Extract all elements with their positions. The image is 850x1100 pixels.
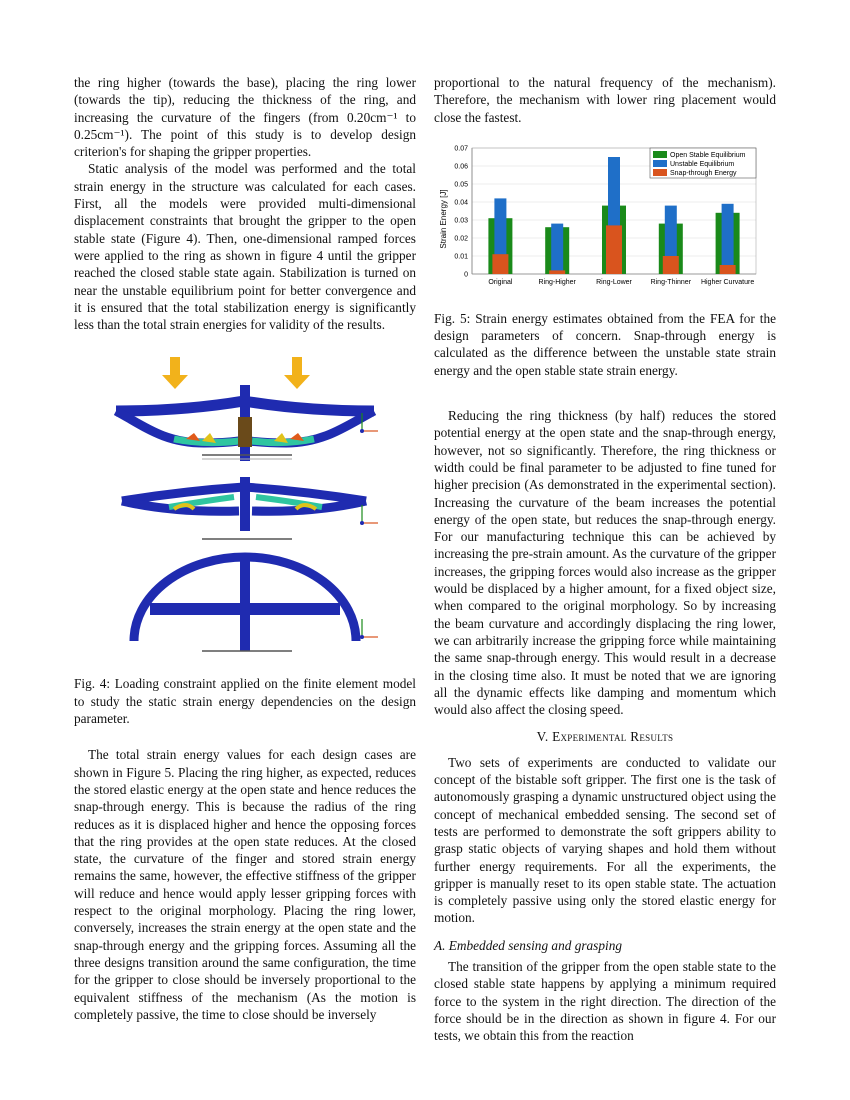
legend-entry: Snap-through Energy bbox=[670, 169, 737, 177]
legend-swatch bbox=[653, 169, 667, 176]
right-paragraph-2: Reducing the ring thickness (by half) reduces the stored potential energy at the open state and the snap-through energy, however, not so significantly. Therefore, the ring thickness or width could be final parameter to be adjusted to fine tuned for higher precision (As demonstrated in the experimental section). Increasing the curvature of the beam increases the potential energy of the open state, but reduces the snap-through energy. For our manufacturing technique this can be achieved by increasing the pre-strain amount. As the curvature of the gripper increases, the gripping forces would also increase as the gripper would be displaced by a higher amount, for a fixed object size, when compared to the original morphology. So by increasing the beam curvature and accordingly displacing the ring lower, we can arbitrarily increase the gripping force while maintaining the same snap-through energy. This would result in a decrease in the closing time also. It must be noted that we are ignoring all the dynamic effects like damping and momentum which would also affect the closing speed. bbox=[434, 408, 776, 718]
y-tick-label: 0.01 bbox=[454, 253, 468, 261]
section-title: V. Experimental Results bbox=[536, 729, 674, 745]
load-arrow-right-icon bbox=[284, 357, 310, 389]
y-tick-labels bbox=[454, 145, 468, 278]
fig4-caption: Fig. 4: Loading constraint applied on the finite element model to study the static strain energy dependencies on the design parameter. bbox=[74, 676, 416, 727]
bar-higher-curvature-1 bbox=[722, 204, 734, 274]
figure-4 bbox=[74, 351, 416, 669]
y-axis-label: Strain Energy [J] bbox=[439, 189, 448, 249]
x-tick-label: Ring-Thinner bbox=[650, 278, 692, 286]
chart-legend bbox=[650, 148, 756, 178]
bar-ring-lower-2 bbox=[606, 225, 622, 274]
y-tick-label: 0.03 bbox=[454, 217, 468, 225]
x-tick-label: Original bbox=[488, 278, 513, 286]
bar-ring-higher-2 bbox=[549, 270, 565, 274]
legend-entry: Unstable Equilibrium bbox=[670, 160, 735, 168]
fea-model-figure bbox=[74, 351, 416, 669]
y-tick-label: 0.07 bbox=[454, 145, 468, 153]
x-tick-label: Higher Curvature bbox=[700, 278, 755, 286]
right-paragraph-3: Two sets of experiments are conducted to validate our concept of the bistable soft gripper. The first one is the task of autonomously grasping a dynamic unstructured object using the concept of mechanical embedded sensing. The second set of tests are performed to demonstrate the soft grippers ability to grasp static objects of varying shapes and hold them without further energy requirements. For all the experiments, the gripper is manually reset to its open stable state. The actuation is completely passive using only the stored elastic energy for motion. bbox=[434, 754, 776, 926]
y-tick-label: 0.02 bbox=[454, 235, 468, 243]
strain-energy-chart bbox=[434, 144, 776, 294]
bar-ring-higher-1 bbox=[551, 223, 563, 273]
left-paragraph-3: The total strain energy values for each design cases are shown in Figure 5. Placing the ring higher, as expected, reduces the stored elastic energy at the open state and hence reduces the snap-through energy. This is because the radius of the ring reduces as it is displaced higher and hence the opposing forces that the ring provides at the open state reduces. At the closed state, the curvature of the finger and stored strain energy remains the same, however, the effective stiffness of the gripper will reduce and hence would apply lesser gripping forces with respect to the original morphology. Placing the ring lower, conversely, increases the strain energy at the open state and the snap-through energy and the gripping forces. Assuming all the three designs transition around the same configuration, the time for the gripper to close should be inversely proportional to the equivalent stiffness of the mechanism (As the motion is completely passive, the time to close should be inversely bbox=[74, 747, 416, 1022]
subsection-title: A. Embedded sensing and grasping bbox=[434, 937, 622, 953]
right-column bbox=[434, 74, 776, 1044]
right-paragraph-1: proportional to the natural frequency of the mechanism). Therefore, the mechanism with lower ring placement would close the fastest. bbox=[434, 75, 776, 125]
bar-higher-curvature-2 bbox=[720, 265, 736, 274]
y-tick-label: 0.05 bbox=[454, 181, 468, 189]
fig5-caption: Fig. 5: Strain energy estimates obtained from the FEA for the design parameters of concern. Snap-through energy is calculated as the difference between the unstable state strain energy and the open stable state strain energy. bbox=[434, 310, 776, 378]
fea-model-loaded bbox=[116, 385, 374, 461]
y-tick-label: 0.04 bbox=[454, 199, 468, 207]
left-column bbox=[74, 74, 416, 1023]
legend-swatch bbox=[653, 160, 667, 167]
figure-5 bbox=[434, 144, 776, 294]
x-tick-label: Ring-Higher bbox=[538, 278, 576, 286]
legend-swatch bbox=[653, 151, 667, 158]
bar-original-2 bbox=[492, 254, 508, 274]
bar-ring-thinner-2 bbox=[663, 256, 679, 274]
y-tick-label: 0 bbox=[464, 271, 468, 279]
fea-model-transition bbox=[122, 477, 378, 539]
fea-model-closed bbox=[134, 555, 378, 651]
x-tick-label: Ring-Lower bbox=[596, 278, 632, 286]
y-tick-label: 0.06 bbox=[454, 163, 468, 171]
left-paragraph-2: Static analysis of the model was performed and the total strain energy in the structure was calculated for each cases. First, all the models were provided multi-dimensional displacement constraints that brought the gripper to the open stable state (Figure 4). Then, one-dimensional ramped forces were applied to the ring as shown in figure 4 until the gripper reached the closed stable state again. Stabilization is turned on near the unstable equilibrium point for better convergence and it is ensured that the total stabilization energy is significantly less than the total strain energies for validity of the results. bbox=[74, 161, 416, 333]
left-paragraph-1: the ring higher (towards the base), placing the ring lower (towards the tip), reducing the thickness of the ring, and increasing the curvature of the fingers (from 0.20cm⁻¹ to 0.25cm⁻¹). The point of this study is to develop design criterion's for shaping the gripper properties. bbox=[74, 75, 416, 160]
right-paragraph-4: The transition of the gripper from the open stable state to the closed stable state happens by applying a minimum required force to the system in the right direction. The direction of the force should be in the direction as shown in figure 4. For our tests, we obtain this from the reaction bbox=[434, 958, 776, 1044]
x-tick-labels bbox=[488, 279, 754, 286]
load-arrow-left-icon bbox=[162, 357, 188, 389]
legend-entry: Open Stable Equilibrium bbox=[670, 151, 746, 159]
